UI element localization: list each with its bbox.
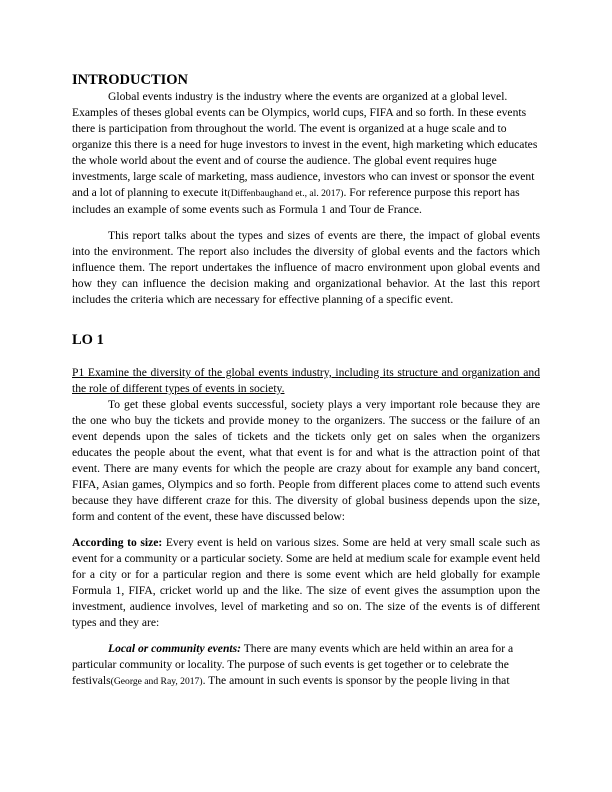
intro-p1-text: Global events industry is the industry where the events are organized at a global level. Examples of theses global events can be Olympics, world cups, FIFA and so forth. In these events there is participation from throughout the world. The event is organized at a huge scale and to organize this there is a need for huge investors to invest in the event, high marketing which educates the whole world about the event and of course the audience. The global event requires huge investments, large scale of marketing, mass audience, investors who can invest or sponsor the event and a lot of planning to execute it [72,90,538,199]
local-events-text: There are many events which are held within an area for a particular community or locality. The purpose of such events is get together or to celebrate the festivals [72,642,514,687]
page-content [72,72,540,690]
size-paragraph [72,535,540,631]
introduction-heading: INTRODUCTION [72,72,189,88]
intro-p1-tail: . For reference purpose this report has includes an example of some events such as Formula 1 and Tour de France. [72,186,520,216]
local-events-paragraph [72,641,540,690]
local-events-tail: . The amount in such events is sponsor by the people living in that [202,674,510,687]
size-label: According to size: [72,536,163,549]
intro-p1-citation: (Diffenbaughand et., al. 2017) [227,188,344,199]
intro-paragraph-2: This report talks about the types and sizes of events are there, the impact of global events into the environment. The report also includes the diversity of global events and the factors which influence them. The report undertakes the influence of macro environment upon global events and how they can influence the decision making and organizational behavior. At the last this report includes the criteria which are necessary for effective planning of a specific event. [72,229,540,306]
lo1-heading: LO 1 [72,332,104,348]
local-events-label: Local or community events: [108,642,241,655]
lo1-paragraph-1: To get these global events successful, society plays a very important role because they are the one who buy the tickets and provide money to the organizers. The success or the failure of an event depends upon the sales of tickets and the tickets only get on sales when the organizers educates the people about the event, what that event is for and what is the attraction point of that event. There are many events for which the people are crazy about for example any band concert, FIFA, Asian games, Olympics and so forth. People from different places come to attend such events because they have different craze for this. The diversity of global business depends upon the size, form and content of the event, these have discussed below: [72,398,540,523]
lo1-task-statement: P1 Examine the diversity of the global events industry, including its structure and organization and the role of different types of events in society. [72,366,540,395]
size-text: Every event is held on various sizes. Some are held at very small scale such as event for a community or a particular society. Some are held at medium scale for example event held for a city or for a particular region and there is some event which are held globally for example Formula 1, FIFA, cricket world up and the like. The size of event gives the assumption upon the investment, audience involves, level of marketing and so on. The size of the events is of different types and they are: [72,536,540,629]
local-events-citation: (George and Ray, 2017) [110,676,203,687]
intro-paragraph-1 [72,89,540,218]
